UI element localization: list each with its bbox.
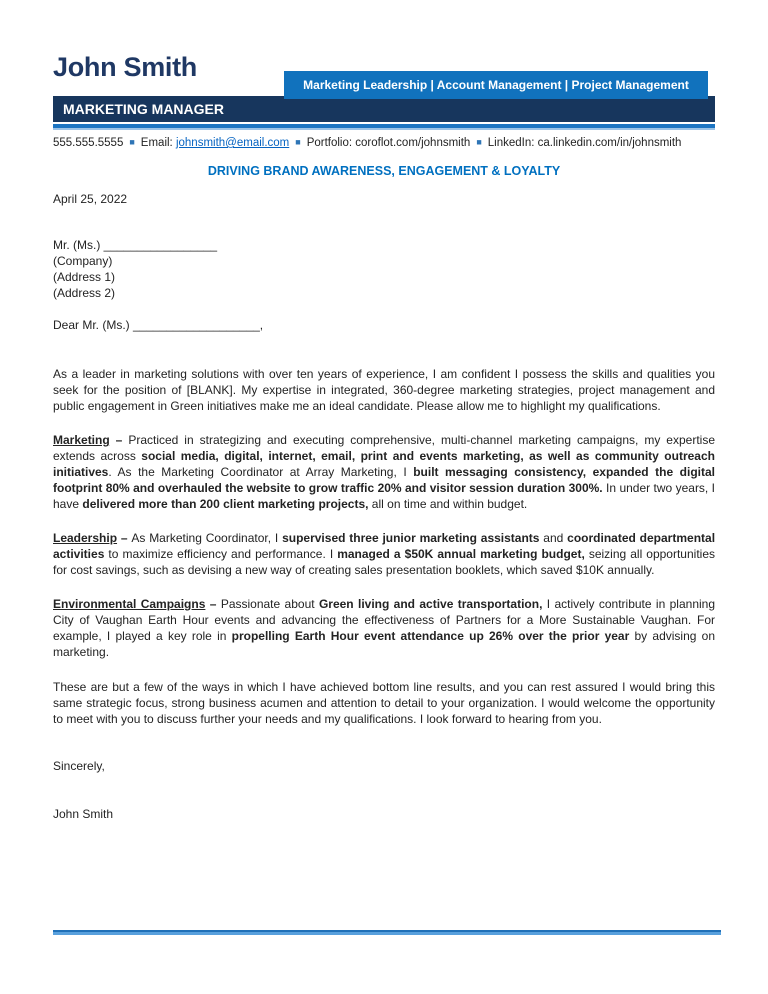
salutation: Dear Mr. (Ms.) ___________________,	[53, 318, 264, 332]
paragraph-marketing	[53, 432, 715, 512]
letterhead	[0, 0, 768, 148]
text-run: delivered more than 200 client marketing projects,	[82, 497, 369, 511]
text-run: supervised three junior marketing assistants	[282, 531, 540, 545]
job-title-bar: MARKETING MANAGER	[53, 96, 715, 122]
text-run: Green living and active transportation,	[318, 597, 543, 611]
portfolio-label: Portfolio:	[306, 137, 356, 149]
square-bullet-icon: ■	[295, 137, 301, 147]
text-run: Practiced in strategizing and executing comprehensive, multi-channel marketing campaigns, my expertise extends across	[53, 433, 715, 463]
recipient-line: Mr. (Ms.) _________________	[53, 238, 218, 252]
recipient-block	[53, 237, 715, 301]
text-run: I actively contribute in planning City of Vaughan Earth Hour events and advancing the effectiveness of Partners for a More Sustainable Vaughan. For example, I played a key role in	[53, 597, 716, 643]
closing-line: Sincerely,	[53, 759, 105, 773]
linkedin-label: LinkedIn:	[487, 137, 538, 149]
text-run: In under two years, I have	[53, 481, 715, 511]
skills-banner: Marketing Leadership | Account Management | Project Management	[284, 71, 708, 99]
recipient-line: (Address 1)	[53, 270, 116, 284]
linkedin-url: ca.linkedin.com/in/johnsmith	[537, 137, 682, 149]
footer-rule	[53, 930, 721, 935]
text-run: Environmental Campaigns	[53, 597, 206, 611]
person-name: John Smith	[53, 52, 197, 82]
letter-date: April 25, 2022	[53, 192, 128, 206]
email-label: Email:	[140, 137, 176, 149]
letter-body	[0, 163, 768, 822]
phone-number: 555.555.5555	[53, 137, 124, 149]
contact-bar	[53, 135, 715, 150]
paragraph-intro	[53, 366, 715, 414]
recipient-line: (Company)	[53, 254, 113, 268]
recipient-line: (Address 2)	[53, 286, 116, 300]
portfolio-url: coroflot.com/johnsmith	[355, 137, 471, 149]
text-run: As Marketing Coordinator, I	[131, 531, 283, 545]
text-run: seizing all opportunities for cost savings, such as devising a new way of creating sales presentation booklets, which saved $10K annually.	[53, 547, 715, 577]
signature-name: John Smith	[53, 807, 114, 821]
text-run: built messaging consistency, expanded the digital footprint 80% and overhauled the website to grow traffic 20% and visitor session duration 300%.	[53, 465, 715, 495]
text-run: Passionate about	[220, 597, 319, 611]
square-bullet-icon: ■	[129, 137, 135, 147]
paragraph-leadership	[53, 530, 715, 578]
text-run: managed a $50K annual marketing budget,	[337, 547, 585, 561]
paragraph-closing	[53, 679, 715, 727]
letter-headline: DRIVING BRAND AWARENESS, ENGAGEMENT & LOYALTY	[207, 164, 561, 178]
text-run: to maximize efficiency and performance. I	[104, 547, 338, 561]
paragraph-environmental	[53, 596, 715, 660]
text-run: Marketing	[53, 433, 110, 447]
text-run: propelling Earth Hour event attendance up 26% over the prior year	[231, 629, 630, 643]
accent-strip	[53, 124, 715, 130]
text-run: These are but a few of the ways in which I have achieved bottom line results, and you can rest assured I would bring this same strategic focus, strong business acumen and attention to detail to your organization. I would welcome the opportunity to meet with you to discuss further your needs and my qualifications. I look forward to hearing from you.	[53, 680, 715, 726]
text-run: Leadership	[53, 531, 118, 545]
email-link[interactable]: johnsmith@email.com	[175, 137, 290, 149]
text-run: . As the Marketing Coordinator at Array Marketing, I	[108, 465, 414, 479]
text-run: As a leader in marketing solutions with over ten years of experience, I am confident I possess the skills and qualities you seek for the position of [BLANK]. My expertise in integrated, 360-degree marketing strategies, project management and public engagement in Green initiatives make me an ideal candidate. Please allow me to highlight my qualifications.	[53, 367, 715, 413]
text-run: –	[109, 433, 129, 447]
text-run: –	[117, 531, 132, 545]
text-run: and	[539, 531, 568, 545]
square-bullet-icon: ■	[476, 137, 482, 147]
text-run: by advising on marketing.	[53, 629, 715, 659]
text-run: coordinated departmental activities	[53, 531, 716, 561]
text-run: –	[205, 597, 221, 611]
text-run: social media, digital, internet, email, print and events marketing, as well as community outreach initiatives	[53, 449, 715, 479]
text-run: all on time and within budget.	[368, 497, 528, 511]
